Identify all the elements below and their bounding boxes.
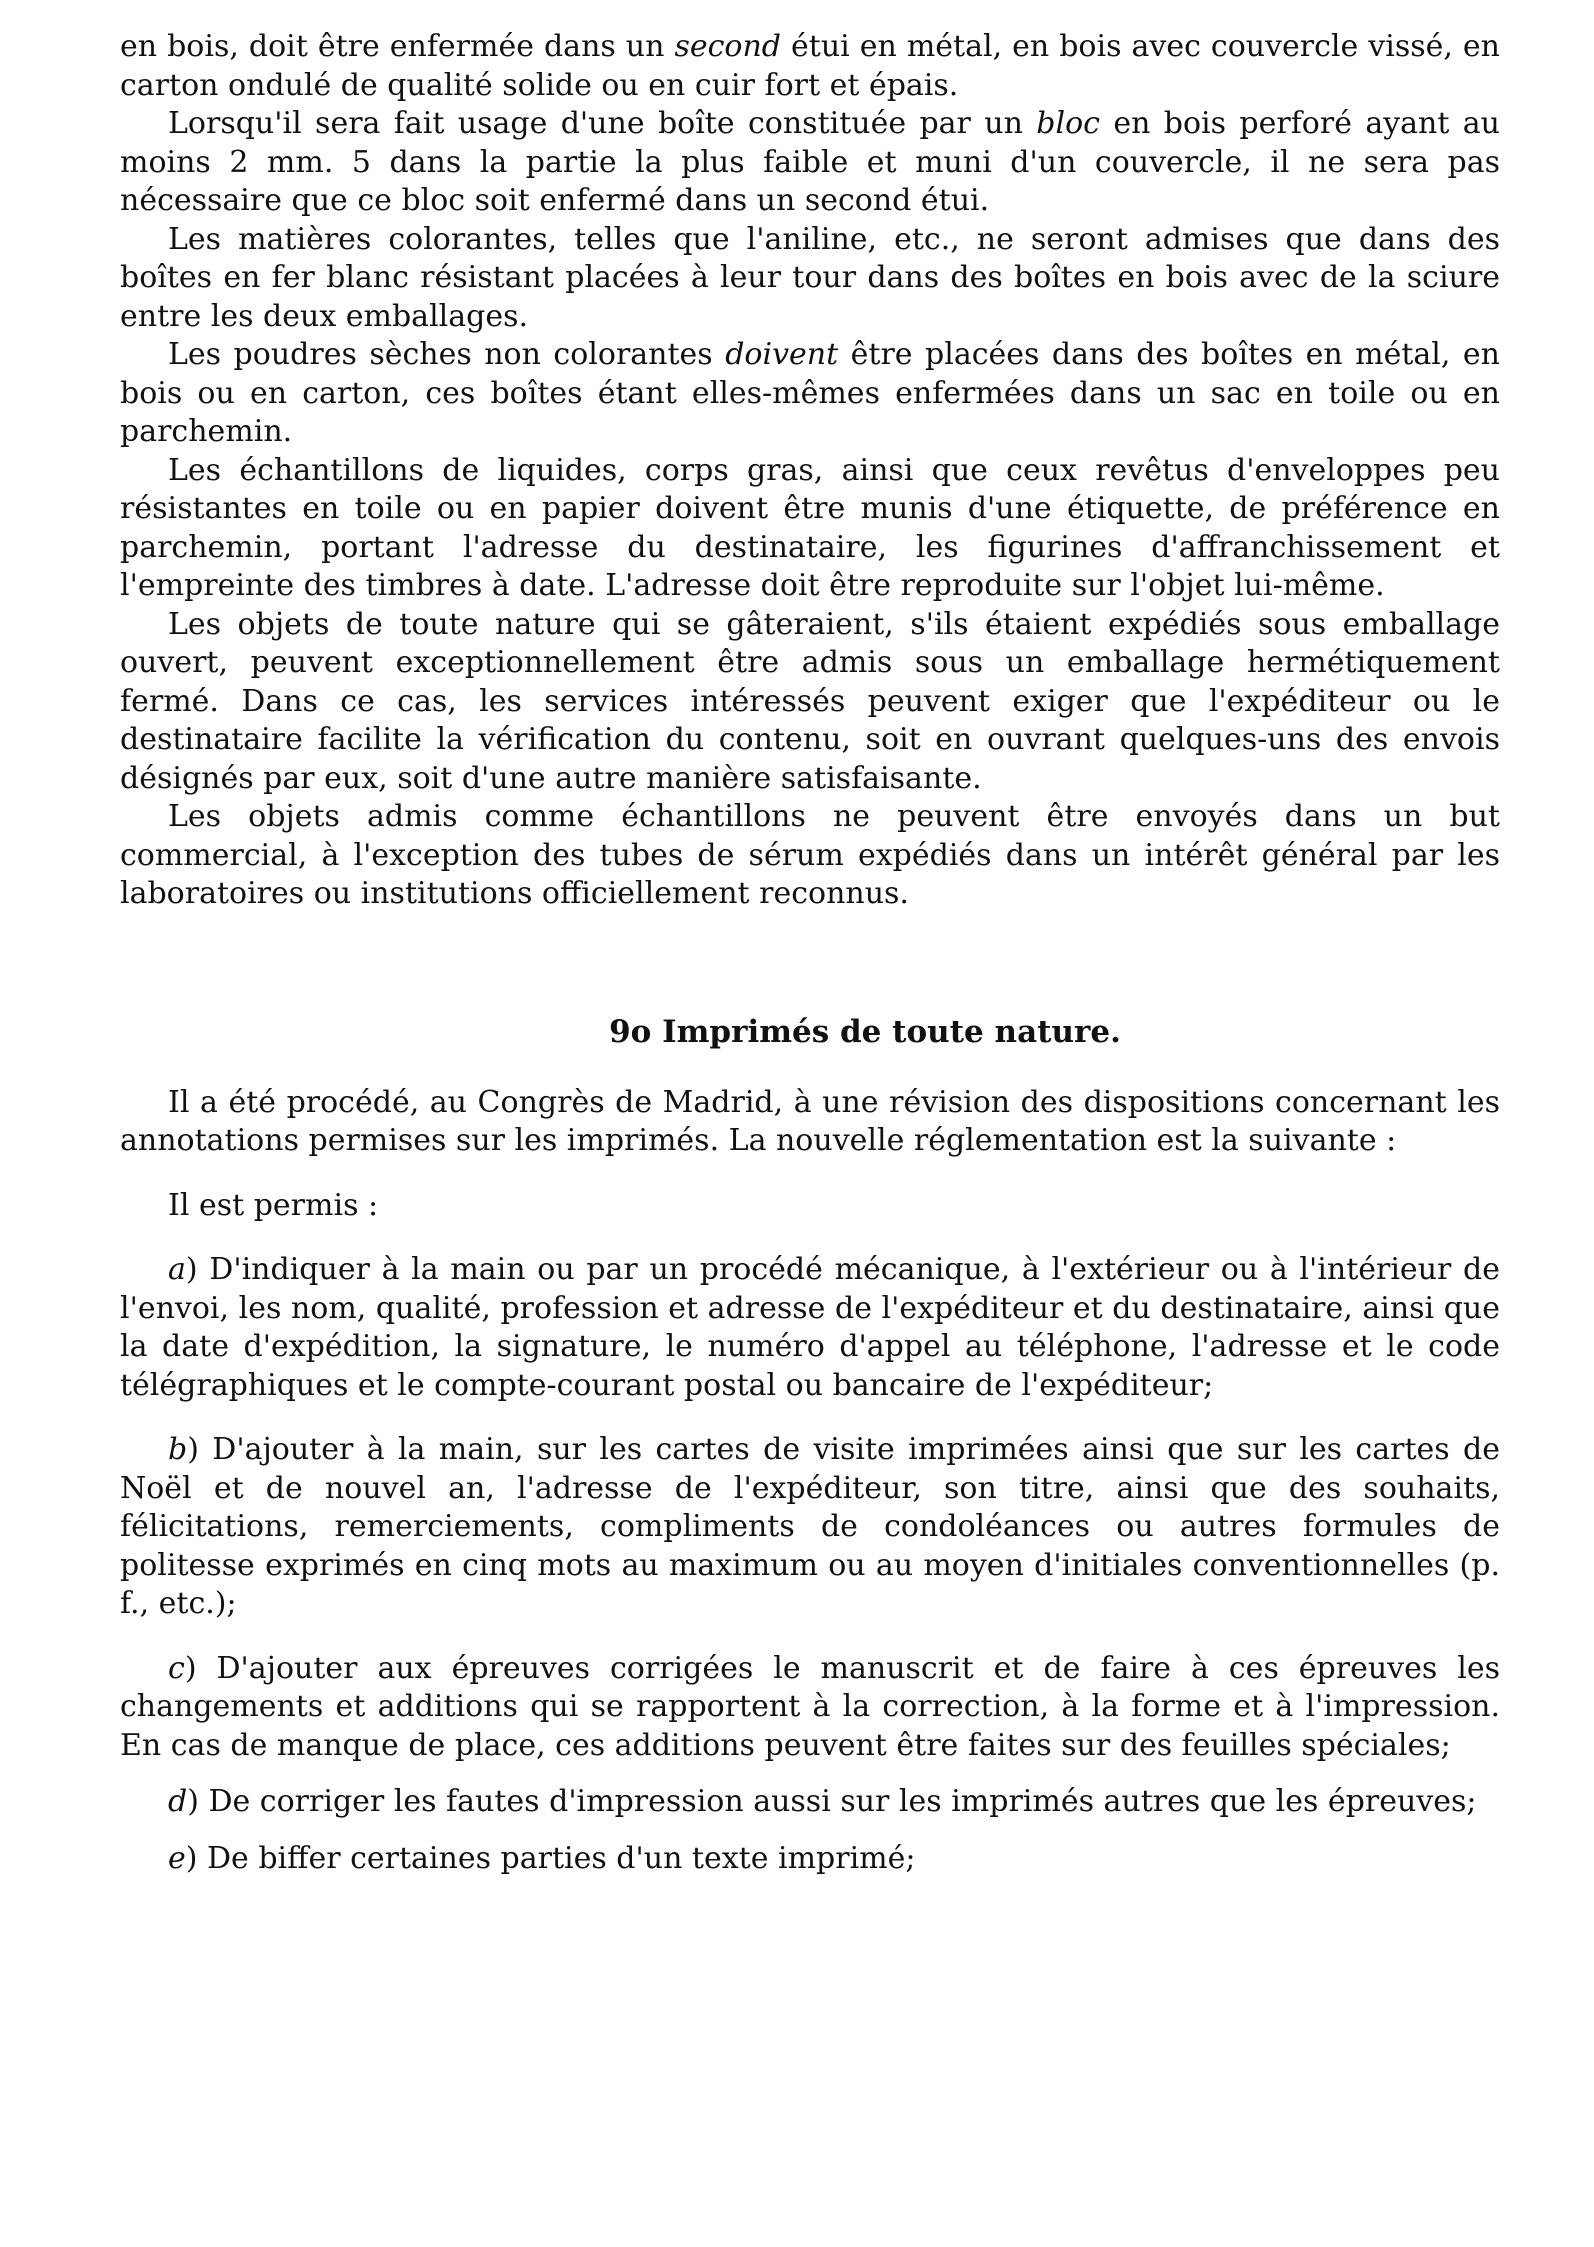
p-item-a-text: ) D'indiquer à la main ou par un procédé mécanique, à l'extérieur ou à l'intérieur de l'envoi, les nom, qualité, profession et adresse de l'expéditeur et du destinataire, ainsi que la date d'expédition, la signature, le numéro d'appel au téléphone, l'adresse et le code télégraphiques et le compte-courant postal ou bancaire de l'expéditeur;	[120, 1252, 1500, 1403]
p-item-b-text: ) D'ajouter à la main, sur les cartes de visite imprimées ainsi que sur les cartes de Noël et de nouvel an, l'adresse de l'expéditeur, son titre, ainsi que des souhaits, félicitations, remerciements, compliments de condoléances ou autres formules de politesse exprimés en cinq mots au maximum ou au moyen d'initiales conventionnelles (p. f., etc.);	[120, 1432, 1500, 1621]
p-item-d	[120, 1783, 1500, 1822]
p-colorantes-text: Les matières colorantes, telles que l'aniline, etc., ne seront admises que dans des boîtes en fer blanc résistant placées à leur tour dans des boîtes en bois avec de la sciure entre les deux emballages.	[120, 221, 1500, 334]
p-commercial-text: Les objets admis comme échantillons ne peuvent être envoyés dans un but commercial, à l'exception des tubes de sérum expédiés dans un intérêt général par les laboratoires ou institutions officiellement reconnus.	[120, 799, 1500, 911]
p-commercial	[120, 798, 1500, 914]
p-item-c	[120, 1650, 1500, 1766]
p-poudres-text: être placées dans des boîtes en métal, en bois ou en carton, ces boîtes étant elles-mêmes enfermées dans un sac en toile ou en parchemin.	[120, 337, 1501, 449]
p-poudres	[120, 336, 1500, 452]
p-continuation	[120, 28, 1500, 105]
p-item-d-text: ) De corriger les fautes d'impression aussi sur les imprimés autres que les épreuves;	[187, 1784, 1477, 1819]
p-madrid	[120, 1084, 1500, 1161]
p-bloc-text: en bois perforé ayant au moins 2 mm. 5 dans la partie la plus faible et muni d'un couvercle, il ne sera pas nécessaire que ce bloc soit enfermé dans un second étui.	[120, 106, 1501, 218]
p-item-a	[120, 1251, 1500, 1405]
p-item-a-text: a	[168, 1252, 186, 1287]
p-item-b-text: b	[168, 1432, 188, 1467]
p-item-c-text: ) D'ajouter aux épreuves corrigées le manuscrit et de faire à ces épreuves les changements et additions qui se rapportent à la correction, à la forme et à l'impression. En cas de manque de place, ces additions peuvent être faites sur des feuilles spéciales;	[120, 1650, 1500, 1763]
p-poudres-text: doivent	[725, 337, 839, 372]
p-item-c-text: c	[168, 1650, 185, 1686]
p-madrid-text: Il a été procédé, au Congrès de Madrid, à une révision des dispositions concernant les annotations permises sur les imprimés. La nouvelle réglementation est la suivante :	[120, 1084, 1500, 1158]
p-permis-text: Il est permis :	[168, 1187, 379, 1223]
p-continuation-text: en bois, doit être enfermée dans un	[120, 29, 675, 64]
p-item-e-text: e	[168, 1840, 186, 1876]
sample-rules-section	[120, 28, 1500, 914]
p-continuation-text: étui en métal, en bois avec couvercle vissé, en carton ondulé de qualité solide ou en cuir fort et épais.	[120, 29, 1501, 103]
p-liquides-text: Les échantillons de liquides, corps gras, ainsi que ceux revêtus d'enveloppes peu résistantes en toile ou en papier doivent être munis d'une étiquette, de préférence en parchemin, portant l'adresse du destinataire, les figurines d'affranchissement et l'empreinte des timbres à date. L'adresse doit être reproduite sur l'objet lui-même.	[120, 452, 1500, 603]
p-permis	[120, 1187, 1500, 1226]
p-bloc-text: Lorsqu'il sera fait usage d'une boîte constituée par un	[168, 106, 1037, 141]
printed-matter-section	[120, 1084, 1500, 1879]
p-objets-nature	[120, 606, 1500, 799]
p-item-d-text: d	[168, 1784, 188, 1819]
section-heading: 9o Imprimés de toute nature.	[609, 1013, 1121, 1050]
p-bloc	[120, 105, 1500, 221]
document-page	[120, 28, 1500, 1878]
p-liquides	[120, 452, 1500, 606]
p-poudres-text: Les poudres sèches non colorantes	[168, 337, 726, 372]
p-item-b	[120, 1431, 1500, 1624]
p-bloc-text: bloc	[1036, 106, 1100, 141]
p-item-e-text: ) De biffer certaines parties d'un texte imprimé;	[185, 1840, 916, 1876]
p-objets-nature-text: Les objets de toute nature qui se gâteraient, s'ils étaient expédiés sous emballage ouvert, peuvent exceptionnellement être admis sous un emballage hermétiquement fermé. Dans ce cas, les services intéressés peuvent exiger que l'expéditeur ou le destinataire facilite la vérification du contenu, soit en ouvrant quelques-uns des envois désignés par eux, soit d'une autre manière satisfaisante.	[120, 606, 1500, 796]
p-colorantes	[120, 221, 1500, 337]
p-continuation-text: second	[674, 29, 782, 64]
p-item-e	[120, 1840, 1500, 1879]
